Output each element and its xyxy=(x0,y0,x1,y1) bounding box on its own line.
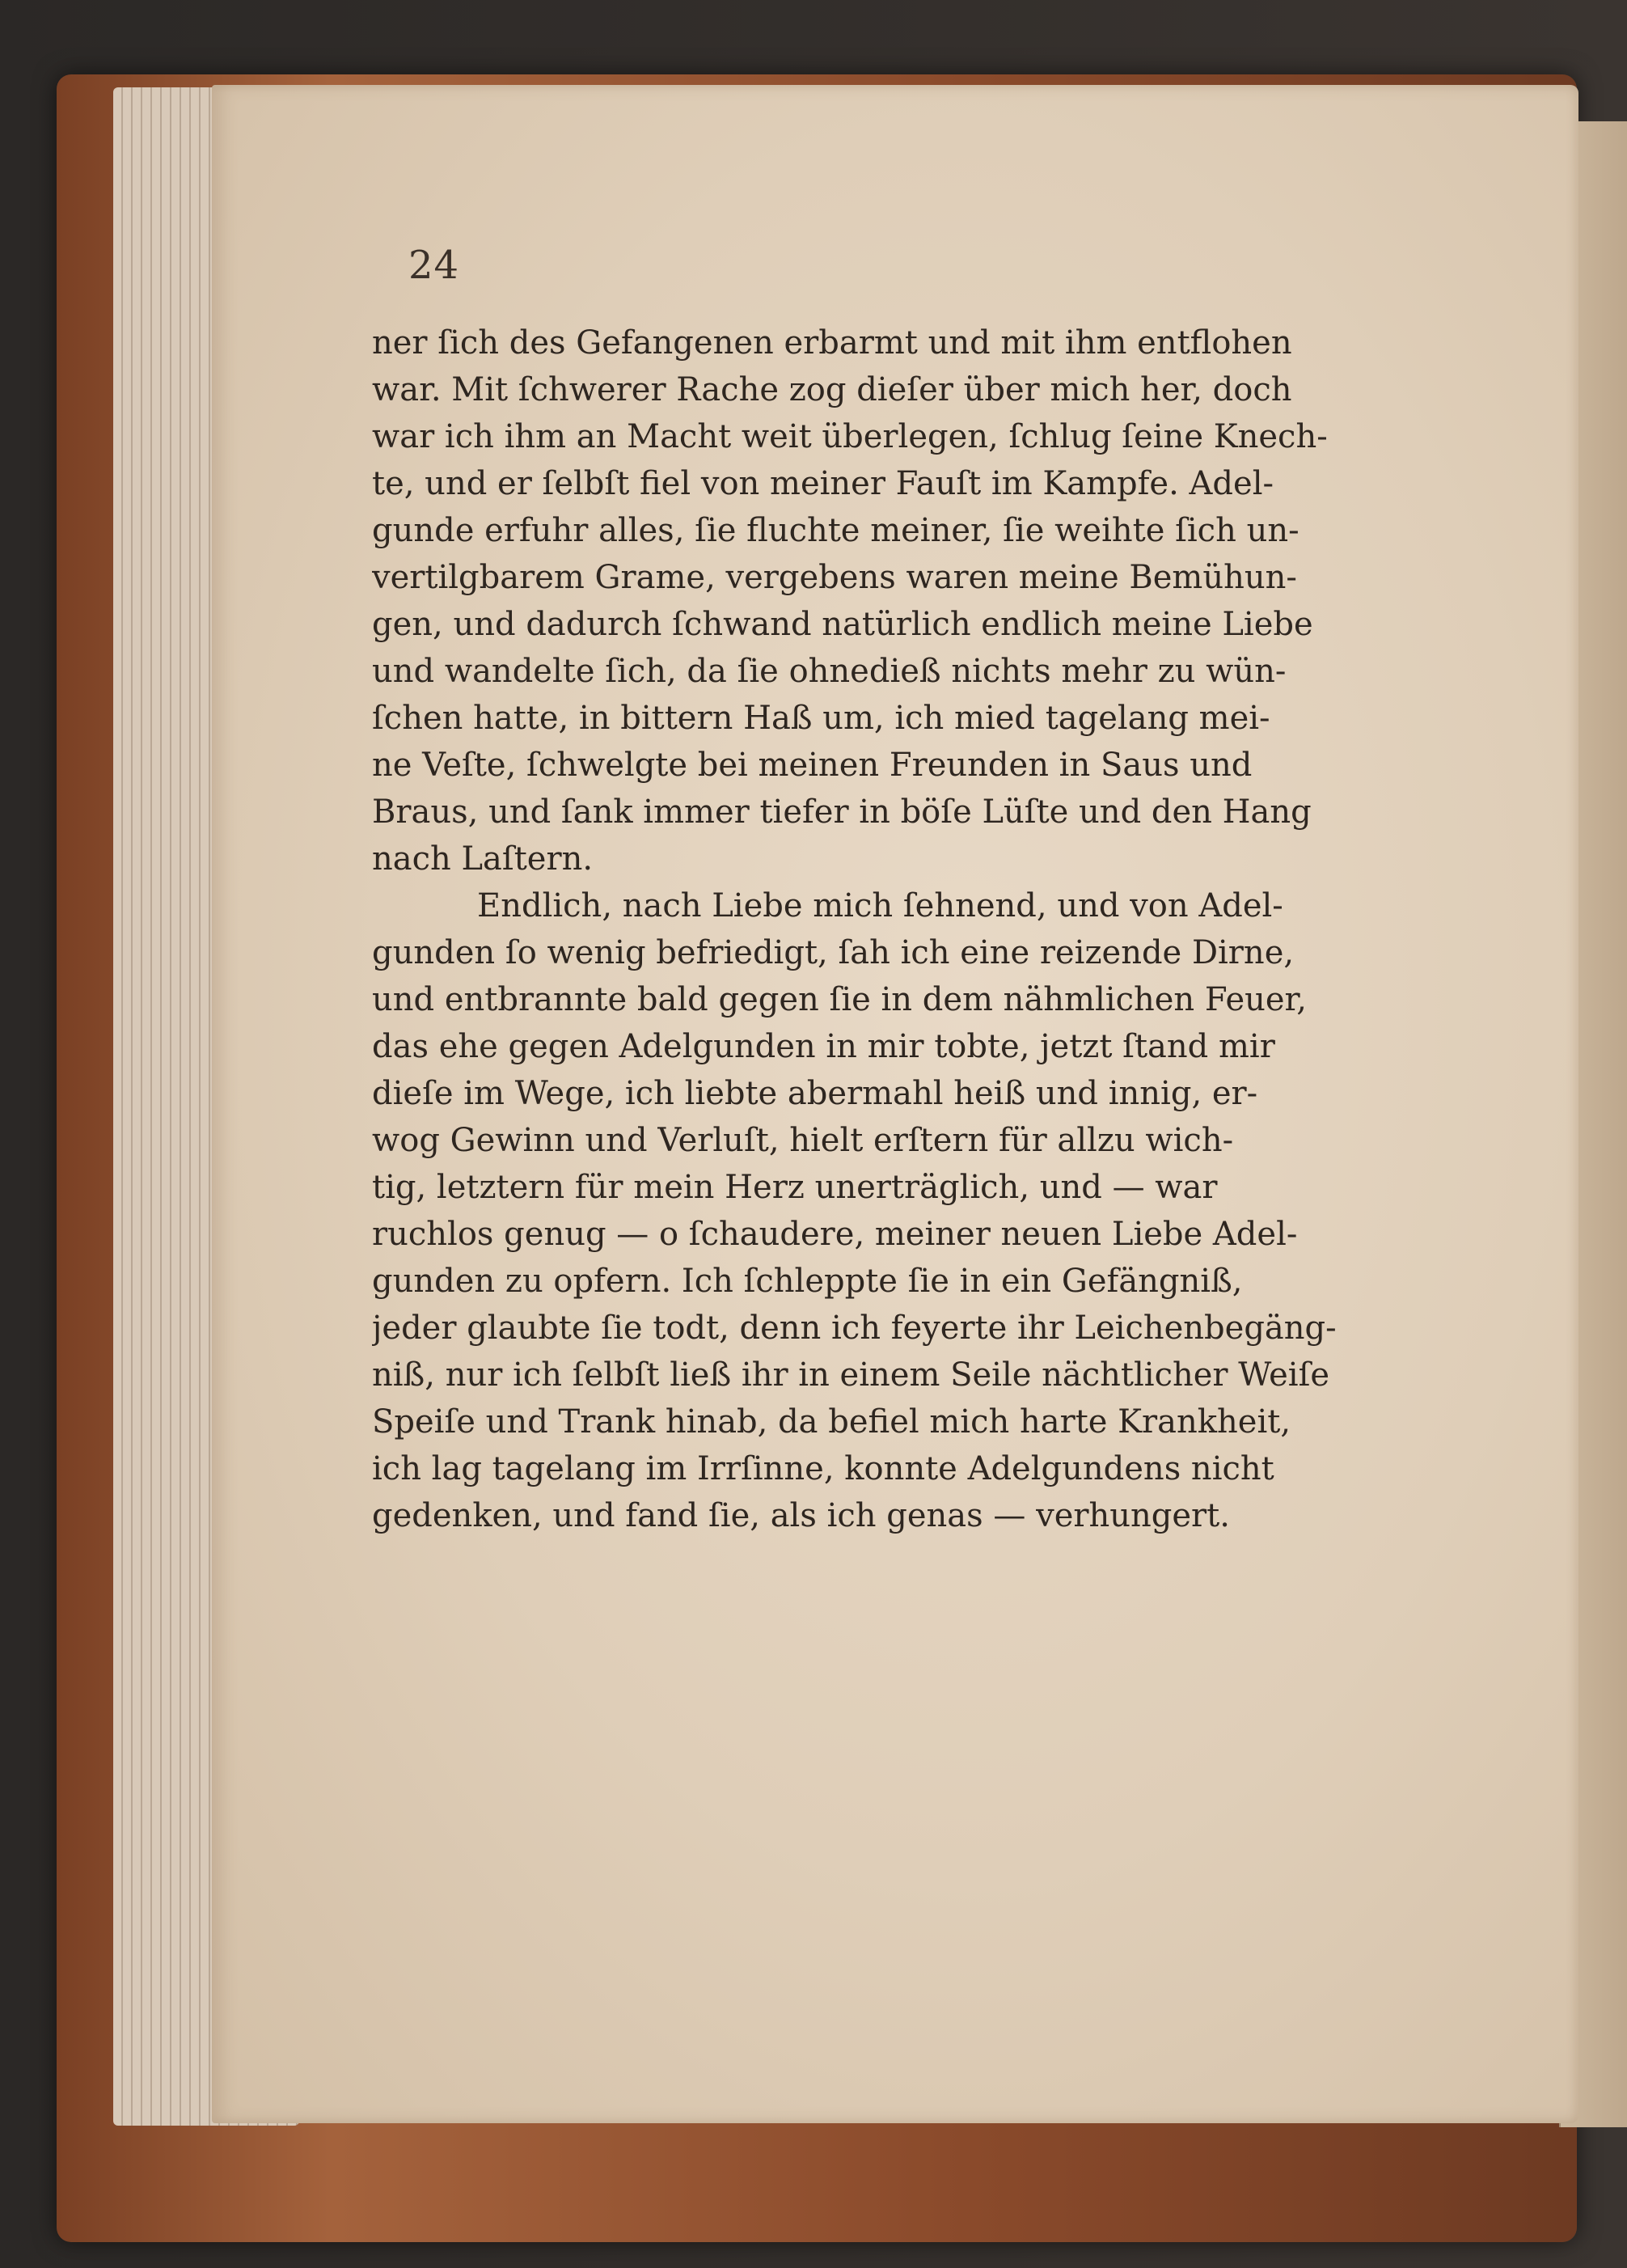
text-line: wog Gewinn und Verluſt, hielt erſtern für allzu wich- xyxy=(372,1122,1234,1159)
text-line: gen, und dadurch ſchwand natürlich endlich meine Liebe xyxy=(372,606,1313,643)
text-line: ſchen hatte, in bittern Haß um, ich mied tagelang mei- xyxy=(372,700,1270,737)
text-line: gedenken, und fand ſie, als ich genas — verhungert. xyxy=(372,1497,1230,1534)
text-line: gunden ſo wenig befriedigt, ſah ich eine reizende Dirne, xyxy=(372,934,1295,971)
text-line: vertilgbarem Grame, vergebens waren meine Bemühun- xyxy=(372,559,1297,596)
text-line: war ich ihm an Macht weit überlegen, ſchlug ſeine Knech- xyxy=(372,418,1328,455)
body-text xyxy=(372,319,1439,1905)
text-line: nach Laſtern. xyxy=(372,840,594,878)
text-line: und entbrannte bald gegen ſie in dem nähmlichen Feuer, xyxy=(372,981,1307,1018)
text-line: te, und er ſelbſt fiel von meiner Fauſt im Kampfe. Adel- xyxy=(372,465,1274,502)
text-line: Braus, und ſank immer tiefer in böſe Lüſte und den Hang xyxy=(372,793,1312,831)
text-line: und wandelte ſich, da ſie ohnedieß nichts mehr zu wün- xyxy=(372,653,1287,690)
text-line: ich lag tagelang im Irrſinne, konnte Adelgundens nicht xyxy=(372,1450,1274,1487)
text-line: ruchlos genug — o ſchaudere, meiner neuen Liebe Adel- xyxy=(372,1216,1298,1253)
text-line: niß, nur ich ſelbſt ließ ihr in einem Seile nächtlicher Weiſe xyxy=(372,1356,1330,1394)
text-line: war. Mit ſchwerer Rache zog dieſer über mich her, doch xyxy=(372,371,1292,408)
text-line: Speiſe und Trank hinab, da befiel mich harte Krankheit, xyxy=(372,1403,1291,1441)
text-line: ne Veſte, ſchwelgte bei meinen Freunden in Saus und xyxy=(372,747,1253,784)
paragraph-start-line: Endlich, nach Liebe mich ſehnend, und von Adel- xyxy=(477,887,1283,925)
text-line: tig, letztern für mein Herz unerträglich, und — war xyxy=(372,1169,1218,1206)
page-number: 24 xyxy=(408,243,460,288)
text-line: gunden zu opfern. Ich ſchleppte ſie in ein Gefängniß, xyxy=(372,1263,1243,1300)
text-line: ner ſich des Gefangenen erbarmt und mit ihm entflohen xyxy=(372,324,1292,362)
text-line: gunde erfuhr alles, ſie fluchte meiner, ſie weihte ſich un- xyxy=(372,512,1299,549)
text-line: jeder glaubte ſie todt, denn ich feyerte ihr Leichenbegäng- xyxy=(372,1310,1337,1347)
text-line: dieſe im Wege, ich liebte abermahl heiß und innig, er- xyxy=(372,1075,1258,1112)
text-line: das ehe gegen Adelgunden in mir tobte, jetzt ſtand mir xyxy=(372,1028,1275,1065)
